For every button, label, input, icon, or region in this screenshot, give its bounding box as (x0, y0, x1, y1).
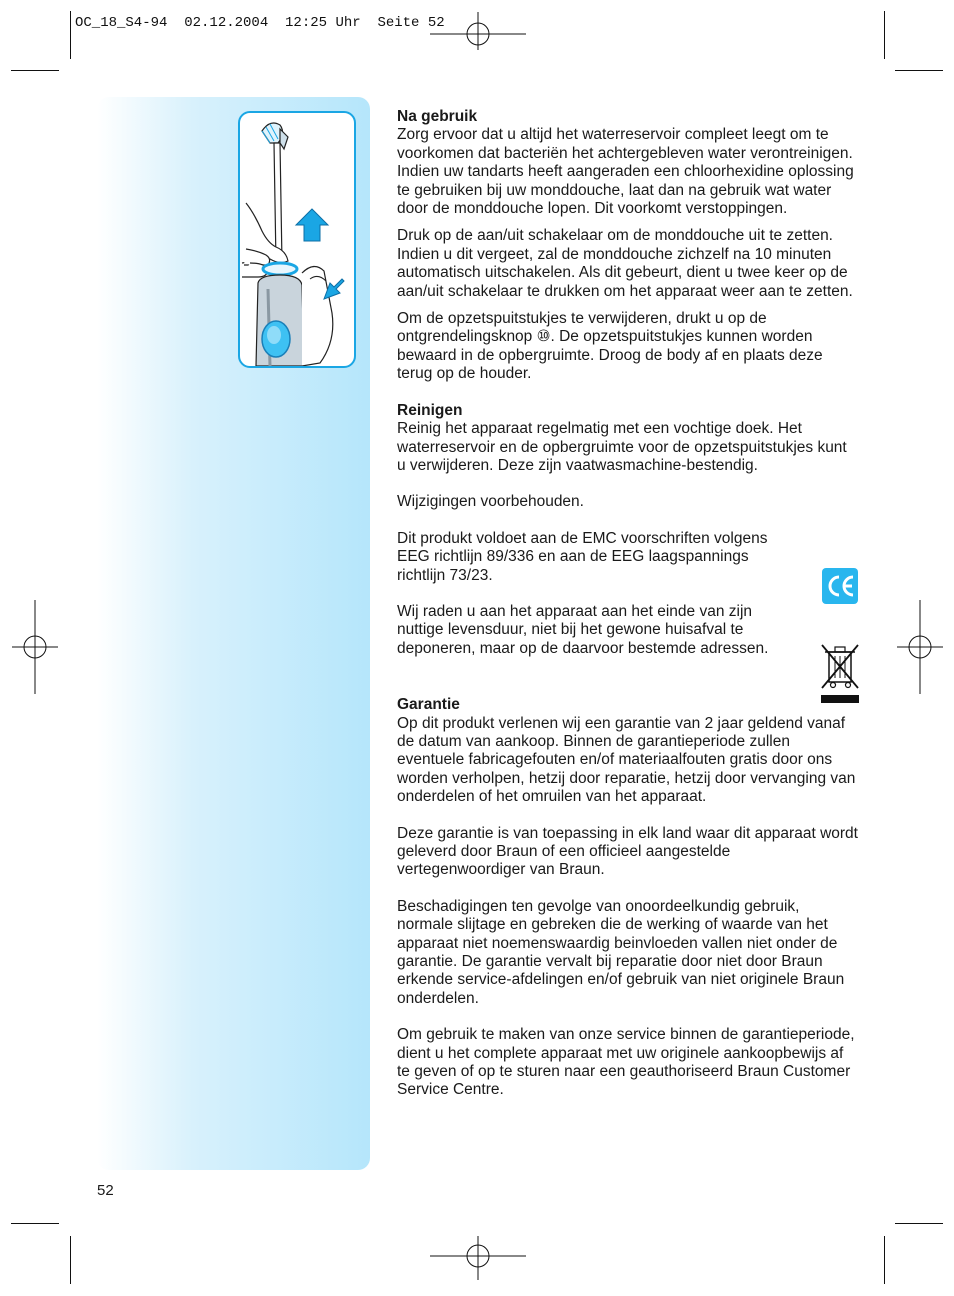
crop-mark (884, 1236, 885, 1284)
heading-reinigen: Reinigen (397, 401, 463, 419)
ce-mark-icon (822, 568, 858, 604)
paragraph: Beschadigingen ten gevolge van onoordeelkundig gebruik, normale slijtage en gebreken die de werking of waarde van het apparaat niet noemenswaardig beinvloeden vallen niet onder de garantie. De garantie vervalt bij reparatie door niet door Braun erkende service-afdelingen en/of gebruik van niet originele Braun onderdelen. (397, 897, 845, 1007)
paragraph: Om gebruik te maken van onze service binnen de garantieperiode, dient u het complete apparaat met uw originele aankoopbewijs af te geven of op te sturen naar een geauthoriseerd Braun Customer Service Centre. (397, 1026, 855, 1099)
print-slug: OC_18_S4-94 02.12.2004 12:25 Uhr Seite 52 (75, 15, 445, 31)
page-number: 52 (97, 1182, 114, 1199)
paragraph: Zorg ervoor dat u altijd het waterreservoir compleet leegt om te voorkomen dat bacteriën het achtergebleven water verontreinigen. Indien uw tandarts heeft aangeraden een chloorhexidine oplossing te gebruiken bij uw monddouche, laat dan na gebruik wat water door de monddouche lopen. Dit voorkomt verstoppingen. (397, 126, 854, 218)
paragraph-disposal: Wij raden u aan het apparaat aan het einde van zijn nuttige levensduur, niet bij het gewone huisafval te deponeren, maar op de daarvoor bestemde adressen. (397, 602, 769, 657)
main-text-column (397, 108, 859, 1109)
crossed-out-bin-icon (819, 642, 861, 704)
paragraph: Wijzigingen voorbehouden. (397, 493, 584, 511)
crop-mark (895, 1223, 943, 1224)
paragraph: Deze garantie is van toepassing in elk land waar dit apparaat wordt geleverd door Braun of een officieel aangestelde vertegenwoordiger van Braun. (397, 824, 858, 879)
heading-garantie: Garantie (397, 696, 460, 714)
paragraph: Druk op de aan/uit schakelaar om de monddouche uit te zetten. Indien u dit vergeet, zal de monddouche zichzelf na 10 minuten automatisch uitschakelen. Als dit gebeurt, dient u twee keer op de aan/uit schakelaar te drukken om het apparaat weer aan te zetten. (397, 227, 853, 300)
crop-mark (895, 70, 943, 71)
crop-mark (70, 1236, 71, 1284)
paragraph: Reinig het apparaat regelmatig met een vochtige doek. Het waterreservoir en de opbergruimte voor de opzetspuitstukjes kunt u verwijderen. Deze zijn vaatwasmachine-bestendig. (397, 420, 847, 474)
registration-mark-left (10, 600, 60, 694)
crop-mark (11, 70, 59, 71)
paragraph-ce: Dit produkt voldoet aan de EMC voorschriften volgens EEG richtlijn 89/336 en aan de EEG laagspannings richtlijn 73/23. (397, 529, 768, 584)
crop-mark (884, 11, 885, 59)
crop-mark (11, 1223, 59, 1224)
paragraph: Om de opzetspuitstukjes te verwijderen, drukt u op de ontgrendelingsknop ⑩. De opzetspuitstukjes kunnen worden bewaard in de opbergruimte. Droog de body af en plaats deze terug op de houder. (397, 310, 823, 383)
paragraph: Op dit produkt verlenen wij een garantie van 2 jaar geldend vanaf de datum van aankoop. Binnen de garantieperiode zullen eventuele fabricagefouten en/of materiaalfouten gratis door ons worden verholpen, hetzij door reparatie, hetzij door vervanging van onderdelen of het omruilen van het apparaat. (397, 714, 856, 806)
illustration-frame (238, 111, 356, 368)
hand-removing-nozzle-illustration (240, 113, 354, 366)
heading-na-gebruik: Na gebruik (397, 108, 478, 125)
crop-mark (70, 11, 71, 59)
registration-mark-top (430, 10, 526, 50)
registration-mark-right (895, 600, 945, 694)
registration-mark-bottom (430, 1236, 526, 1282)
